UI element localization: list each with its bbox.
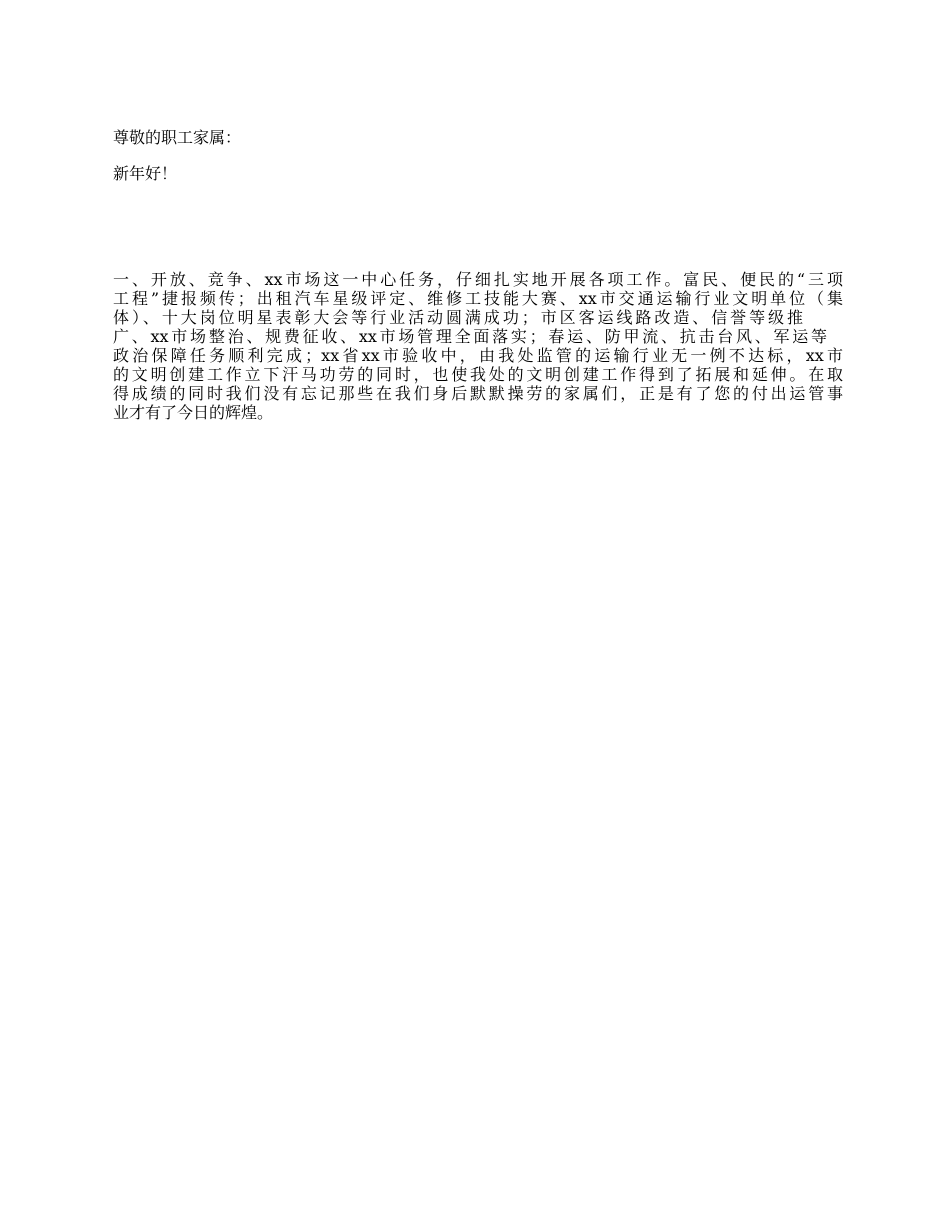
paragraph-line: 广、xx市场整治、规费征收、xx市场管理全面落实；春运、防甲流、抗击台风、军运等	[113, 327, 827, 346]
salutation: 尊敬的职工家属：	[113, 128, 242, 147]
paragraph-line: 一、开放、竞争、xx市场这一中心任务，仔细扎实地开展各项工作。富民、便民的“三项	[113, 270, 843, 289]
paragraph-line: 工程”捷报频传；出租汽车星级评定、维修工技能大赛、xx市交通运输行业文明单位（集	[113, 289, 843, 308]
paragraph-line: 的文明创建工作立下汗马功劳的同时，也使我处的文明创建工作得到了拓展和延伸。在取	[113, 365, 843, 384]
paragraph-line: 体）、十大岗位明星表彰大会等行业活动圆满成功；市区客运线路改造、信誉等级推	[113, 308, 803, 327]
body-paragraph	[113, 270, 843, 422]
paragraph-line: 得成绩的同时我们没有忘记那些在我们身后默默操劳的家属们，正是有了您的付出运管事	[113, 384, 843, 403]
paragraph-line: 政治保障任务顺利完成；xx省xx市验收中，由我处监管的运输行业无一例不达标，xx市	[113, 346, 843, 365]
paragraph-line: 业才有了今日的辉煌。	[113, 403, 274, 422]
greeting: 新年好！	[113, 164, 178, 183]
